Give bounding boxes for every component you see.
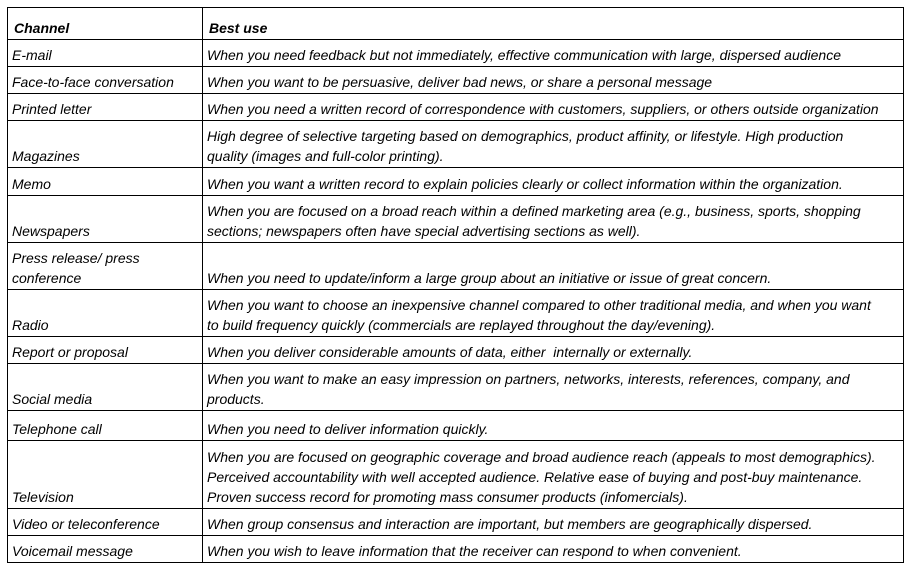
channel-cell: Telephone call (8, 411, 203, 441)
best-use-cell: When you are focused on a broad reach within a defined marketing area (e.g., business, sports, shopping sections; newspapers often have special advertising sections as well). (203, 195, 904, 242)
table-row (8, 289, 904, 336)
table-row (8, 508, 904, 535)
best-use-cell: When you want to choose an inexpensive channel compared to other traditional media, and when you want to build frequency quickly (commercials are replayed throughout the day/evening). (203, 289, 904, 336)
channel-cell: Voicemail message (8, 535, 203, 562)
table-row (8, 337, 904, 364)
channel-cell: Television (8, 441, 203, 508)
table-row (8, 67, 904, 94)
channel-cell: Newspapers (8, 195, 203, 242)
channel-cell: Video or teleconference (8, 508, 203, 535)
best-use-header: Best use (203, 8, 904, 40)
table-row (8, 94, 904, 121)
best-use-cell: When you deliver considerable amounts of data, either internally or externally. (203, 337, 904, 364)
channel-cell: E-mail (8, 40, 203, 67)
channel-cell: Social media (8, 364, 203, 411)
best-use-cell: When you need to deliver information quickly. (203, 411, 904, 441)
best-use-cell: When you need a written record of correspondence with customers, suppliers, or others outside organization (203, 94, 904, 121)
best-use-cell: When you need to update/inform a large group about an initiative or issue of great concern. (203, 242, 904, 289)
channel-cell: Report or proposal (8, 337, 203, 364)
table-row (8, 535, 904, 562)
channel-header: Channel (8, 8, 203, 40)
best-use-cell: When you are focused on geographic coverage and broad audience reach (appeals to most demographics). Perceived accountability with well accepted audience. Relative ease of buying and post-buy maintenance. Proven success record for promoting mass consumer products (infomercials). (203, 441, 904, 508)
channel-cell: Memo (8, 168, 203, 195)
channel-cell: Face-to-face conversation (8, 67, 203, 94)
table-row (8, 40, 904, 67)
best-use-cell: When you want to be persuasive, deliver bad news, or share a personal message (203, 67, 904, 94)
best-use-cell: When you need feedback but not immediately, effective communication with large, dispersed audience (203, 40, 904, 67)
channel-cell: Radio (8, 289, 203, 336)
best-use-cell: When you want to make an easy impression on partners, networks, interests, references, company, and products. (203, 364, 904, 411)
channel-cell: Press release/ press conference (8, 242, 203, 289)
best-use-cell: When you wish to leave information that the receiver can respond to when convenient. (203, 535, 904, 562)
channel-cell: Printed letter (8, 94, 203, 121)
table-row (8, 121, 904, 168)
table-row (8, 168, 904, 195)
table-row (8, 195, 904, 242)
header-row (8, 8, 904, 40)
best-use-cell: When group consensus and interaction are important, but members are geographically dispersed. (203, 508, 904, 535)
best-use-cell: When you want a written record to explain policies clearly or collect information within the organization. (203, 168, 904, 195)
table-row (8, 242, 904, 289)
table-row (8, 441, 904, 508)
table-row (8, 411, 904, 441)
best-use-cell: High degree of selective targeting based on demographics, product affinity, or lifestyle. High production quality (images and full-color printing). (203, 121, 904, 168)
channel-table (7, 7, 904, 563)
table-row (8, 364, 904, 411)
channel-cell: Magazines (8, 121, 203, 168)
